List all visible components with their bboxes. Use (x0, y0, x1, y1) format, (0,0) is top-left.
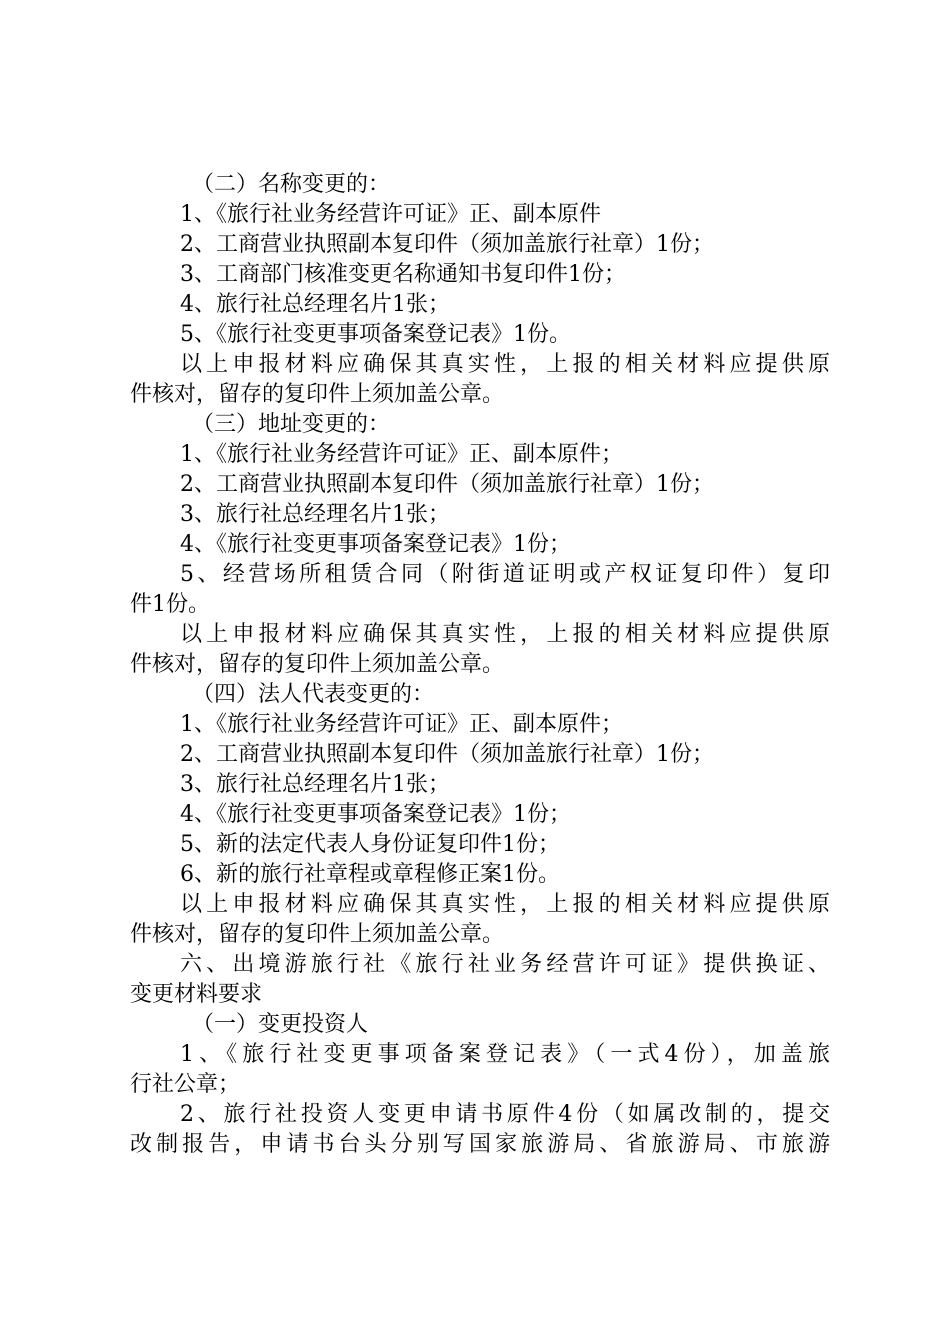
text-line: 4、旅行社总经理名片1张； (180, 292, 450, 317)
text-line: （四）法人代表变更的： (192, 682, 435, 707)
text-line: 2、工商营业执照副本复印件（须加盖旅行社章）1份； (180, 472, 714, 497)
text-line: 1、《旅行社变更事项备案登记表》（一式4份），加盖旅 (180, 1042, 830, 1067)
text-line: 4、《旅行社变更事项备案登记表》1份； (180, 802, 571, 827)
text-line: 4、《旅行社变更事项备案登记表》1份； (180, 532, 571, 557)
text-line: 5、新的法定代表人身份证复印件1份； (180, 832, 560, 857)
text-line: 5、经营场所租赁合同（附街道证明或产权证复印件）复印 (180, 562, 830, 587)
text-line: 3、旅行社总经理名片1张； (180, 772, 450, 797)
text-line: 6、新的旅行社章程或章程修正案1份。 (180, 862, 560, 887)
text-line: 以上申报材料应确保其真实性，上报的相关材料应提供原 (180, 892, 830, 917)
text-line: 件核对，留存的复印件上须加盖公章。 (130, 652, 505, 677)
text-line: 3、工商部门核准变更名称通知书复印件1份； (180, 262, 626, 287)
text-line: 1、《旅行社业务经营许可证》正、副本原件； (180, 442, 623, 467)
text-line: 以上申报材料应确保其真实性，上报的相关材料应提供原 (180, 622, 830, 647)
text-line: 1、《旅行社业务经营许可证》正、副本原件； (180, 712, 623, 737)
document-body (130, 170, 830, 1160)
text-line: 2、工商营业执照副本复印件（须加盖旅行社章）1份； (180, 232, 714, 257)
text-line: 行社公章； (130, 1072, 241, 1097)
text-line: 变更材料要求 (130, 982, 263, 1007)
text-line: 3、旅行社总经理名片1张； (180, 502, 450, 527)
text-line: （三）地址变更的： (192, 412, 391, 437)
text-line: （一）变更投资人 (192, 1012, 369, 1037)
text-line: 2、工商营业执照副本复印件（须加盖旅行社章）1份； (180, 742, 714, 767)
text-line: 5、《旅行社变更事项备案登记表》1份。 (180, 322, 571, 347)
text-line: 件1份。 (130, 592, 210, 617)
text-line: （二）名称变更的： (192, 172, 391, 197)
text-line: 1、《旅行社业务经营许可证》正、副本原件 (180, 202, 601, 227)
text-line: 件核对，留存的复印件上须加盖公章。 (130, 382, 505, 407)
text-line: 2、旅行社投资人变更申请书原件4份（如属改制的，提交 (180, 1102, 830, 1127)
text-line: 改制报告，申请书台头分别写国家旅游局、省旅游局、市旅游 (130, 1132, 830, 1157)
text-line: 以上申报材料应确保其真实性，上报的相关材料应提供原 (180, 352, 830, 377)
text-line: 六、出境游旅行社《旅行社业务经营许可证》提供换证、 (180, 952, 830, 977)
text-line: 件核对，留存的复印件上须加盖公章。 (130, 922, 505, 947)
